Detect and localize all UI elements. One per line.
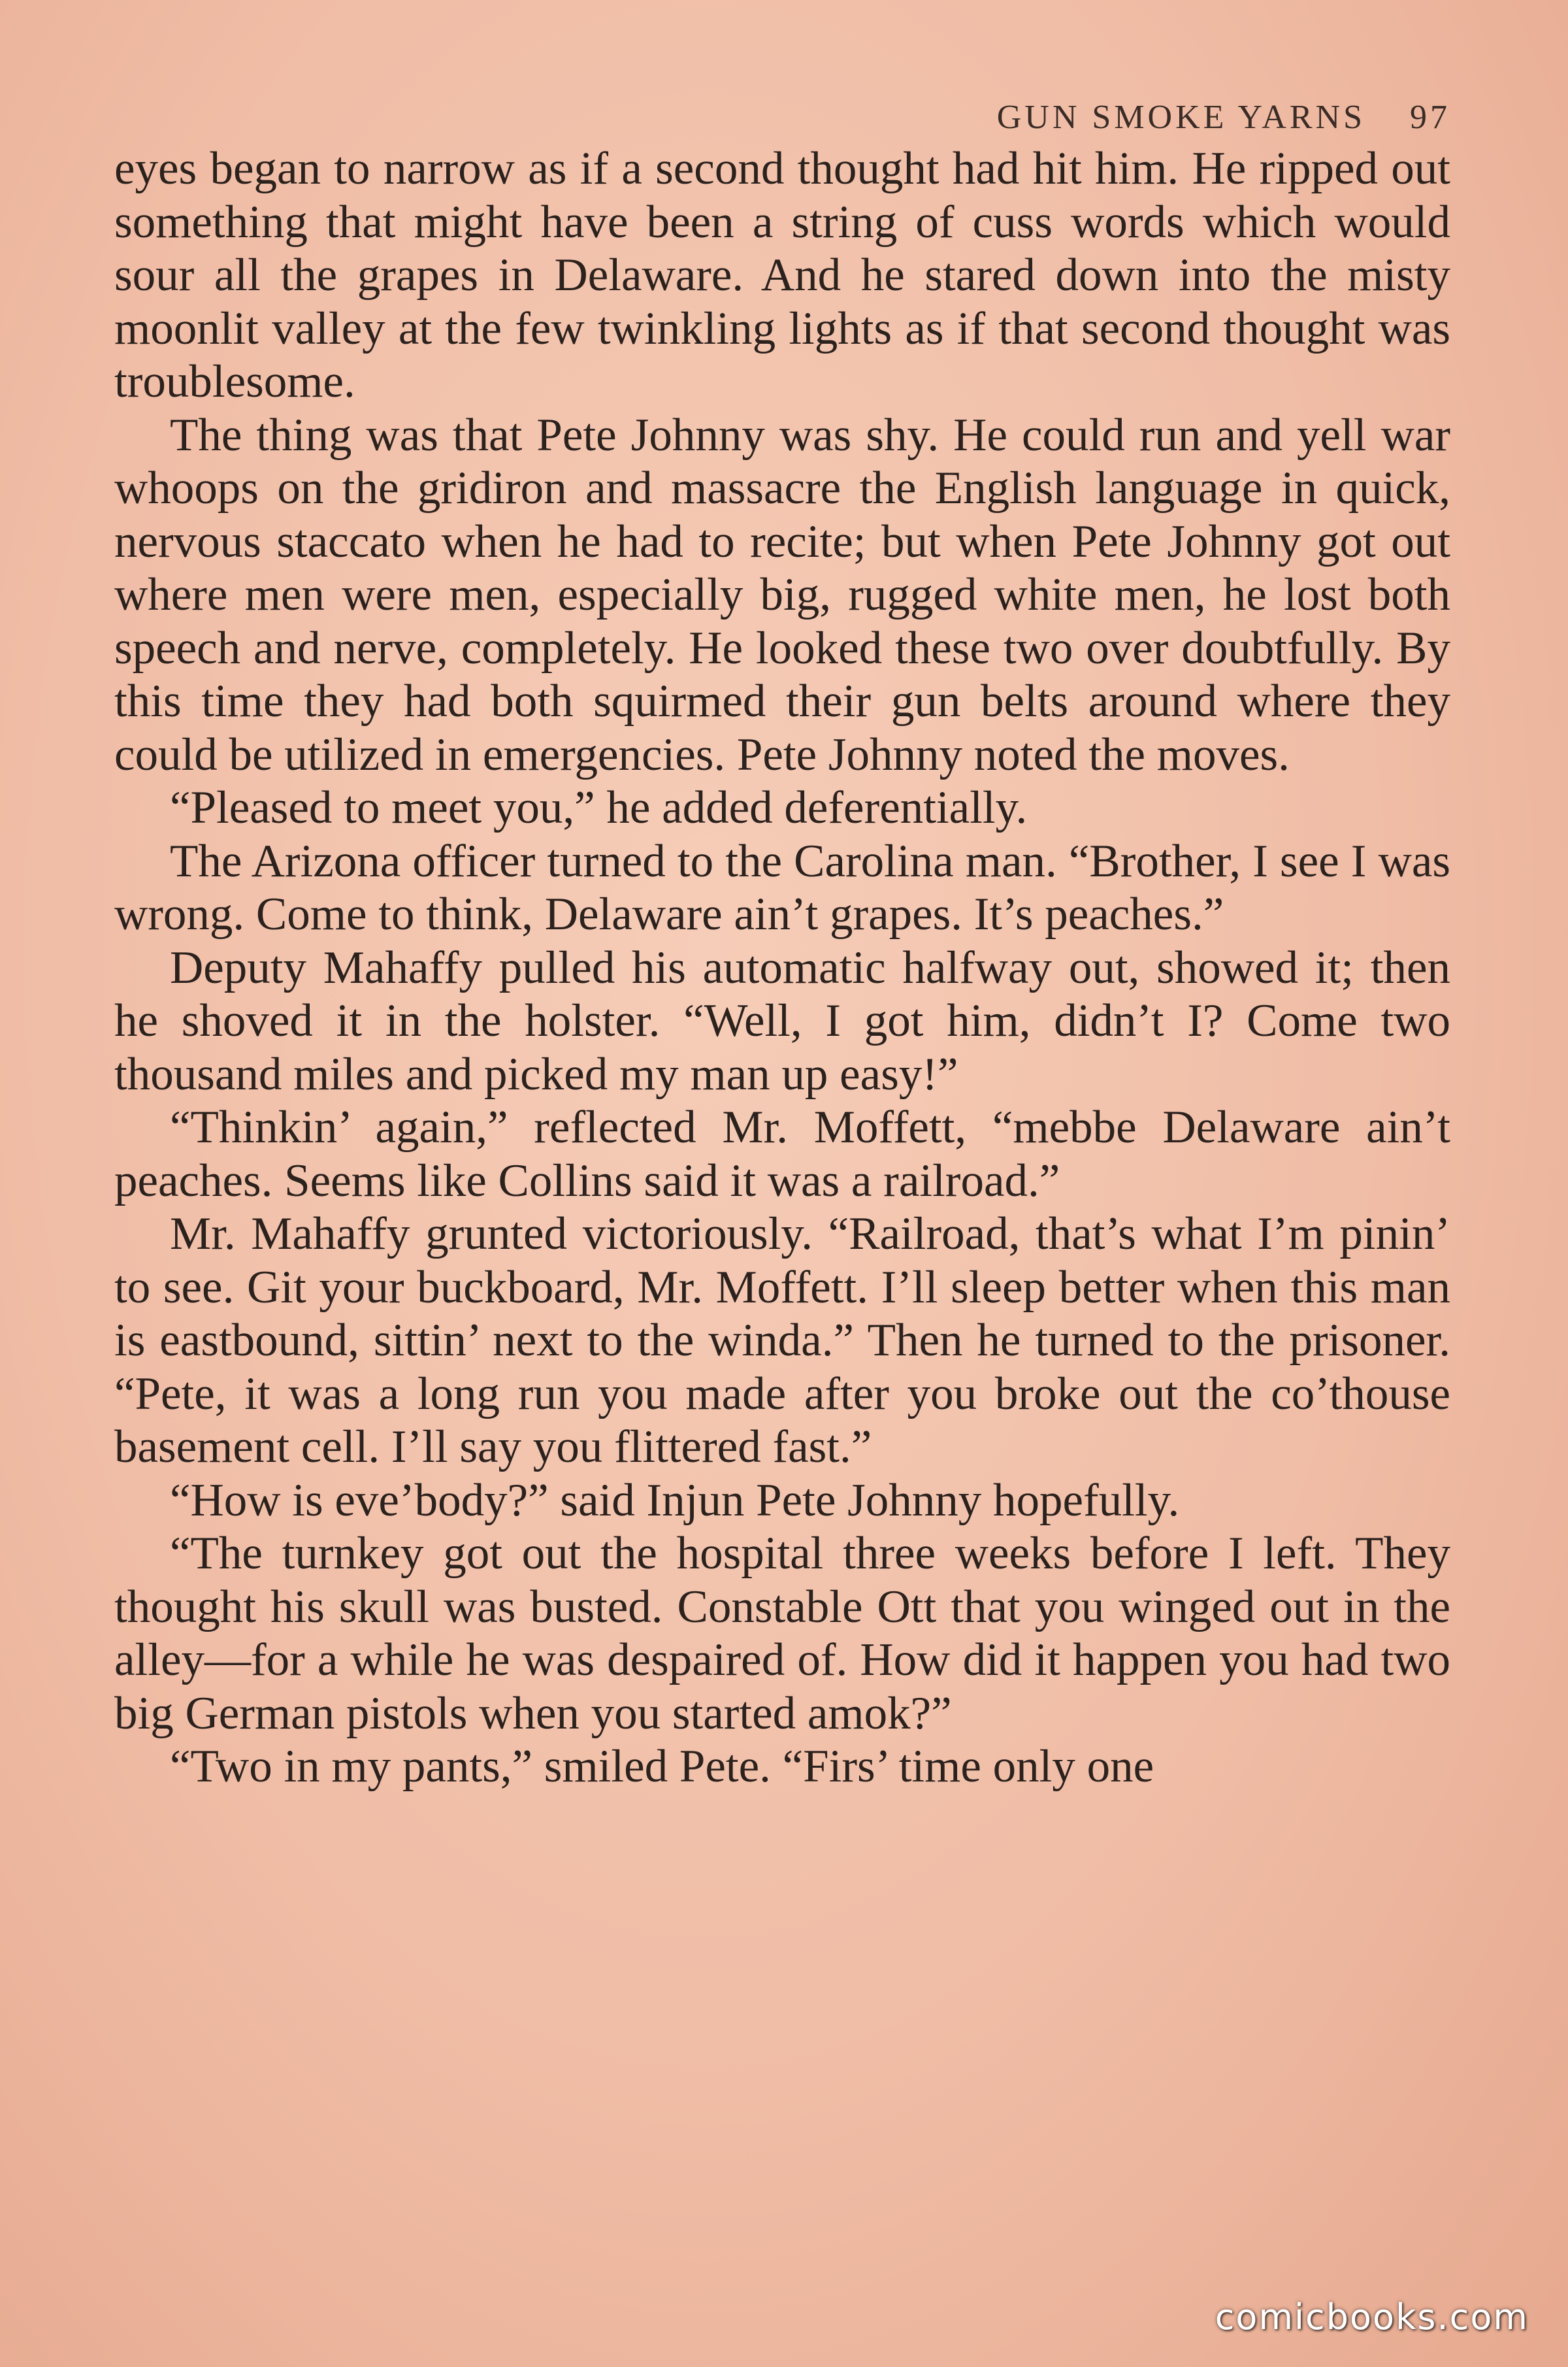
- running-title: GUN SMOKE YARNS: [996, 99, 1365, 136]
- paragraph-10: “Two in my pants,” smiled Pete. “Firs’ time only one: [170, 1741, 1154, 1792]
- paragraph-3: “Pleased to meet you,” he added deferentially.: [170, 782, 1028, 833]
- watermark: comicbooks.com: [1215, 2296, 1529, 2338]
- paragraph-7: Mr. Mahaffy grunted victoriously. “Railroad, that’s what I’m pinin’ to see. Git your buckboard, Mr. Moffett. I’ll sleep better when this man is eastbound, sittin’ next to the winda.” Then he turned to the prisoner. “Pete, it was a long run you made after you broke out the co’thouse basement cell. I’ll say you flittered fast.”: [114, 1208, 1450, 1472]
- page-number: 97: [1410, 99, 1450, 136]
- paragraph-8: “How is eve’body?” said Injun Pete Johnny hopefully.: [170, 1474, 1180, 1526]
- paragraph-4: The Arizona officer turned to the Carolina man. “Brother, I see I was wrong. Come to think, Delaware ain’t grapes. It’s peaches.”: [114, 835, 1450, 940]
- paragraph-1: eyes began to narrow as if a second thought had hit him. He ripped out something that might have been a string of cuss words which would sour all the grapes in Delaware. And he stared down into the misty moonlit valley at the few twinkling lights as if that second thought was troublesome.: [114, 143, 1450, 407]
- paragraph-9: “The turnkey got out the hospital three weeks before I left. They thought his skull was busted. Constable Ott that you winged out in the alley—for a while he was despaired of. How did it happen you had two big German pistols when you started amok?”: [114, 1528, 1450, 1739]
- paragraph-2: The thing was that Pete Johnny was shy. He could run and yell war whoops on the gridiron and massacre the English language in quick, nervous staccato when he had to recite; but when Pete Johnny got out where men were men, especially big, rugged white men, he lost both speech and nerve, completely. He looked these two over doubtfully. By this time they had both squirmed their gun belts around where they could be utilized in emergencies. Pete Johnny noted the moves.: [114, 409, 1450, 780]
- paragraph-5: Deputy Mahaffy pulled his automatic halfway out, showed it; then he shoved it in the holster. “Well, I got him, didn’t I? Come two thousand miles and picked my man up easy!”: [114, 942, 1450, 1100]
- running-head: [997, 98, 1450, 137]
- paragraph-6: “Thinkin’ again,” reflected Mr. Moffett, “mebbe Delaware ain’t peaches. Seems like Collins said it was a railroad.”: [114, 1102, 1450, 1206]
- body-text: [114, 142, 1450, 1794]
